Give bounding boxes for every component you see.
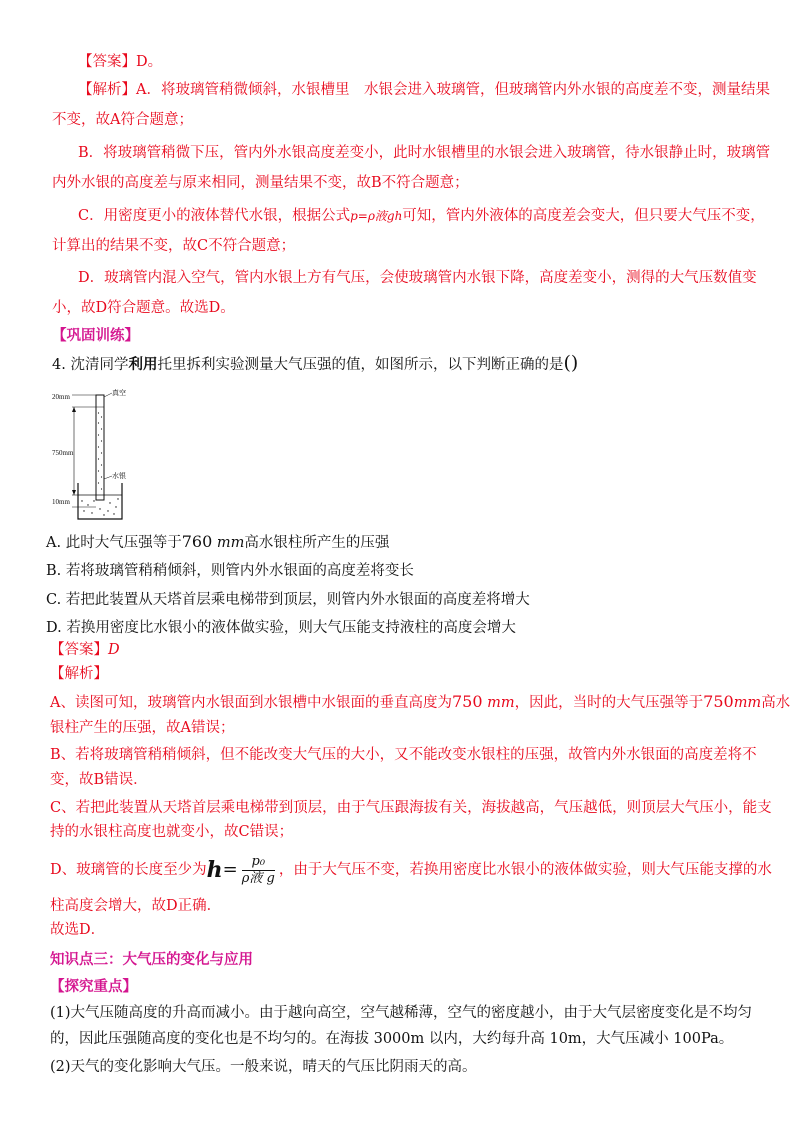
prev-analysis-tag: 【解析】: [78, 82, 136, 98]
arrow-down: [72, 490, 76, 495]
density-formula: p=ρ液gh: [350, 209, 403, 223]
explain-c-line1: C、若把此装置从天塔首层乘电梯带到顶层，由于气压跟海拔有关，海拔越高，气压越低，则顶层大气压小，能支: [50, 800, 772, 816]
mercury-column: [98, 412, 102, 489]
explain-a-line1: A、读图可知，玻璃管内水银面到水银槽中水银面的垂直高度为750 mm，因此，当时的大气压强等于750mm高水: [50, 692, 791, 711]
label-750mm: 750mm: [52, 449, 74, 457]
torricelli-apparatus-figure: [52, 383, 142, 523]
kp3-title: 知识点三：大气压的变化与应用: [50, 951, 253, 968]
label-mercury: 水银: [112, 472, 126, 480]
label-20mm: 20mm: [52, 393, 70, 401]
prev-analysis-c-line2: 计算出的结果不变，故C不符合题意；: [52, 238, 296, 254]
q4-answer: 【答案】D: [50, 642, 120, 658]
prev-analysis-d-line2: 小，故D符合题意。故选D。: [52, 300, 235, 316]
q4-analysis-tag: 【解析】: [50, 666, 108, 682]
prev-analysis-a-line2: 不变，故A符合题意；: [52, 112, 193, 128]
mercury-trough: [78, 483, 122, 519]
explain-b-line1: B、若将玻璃管稍稍倾斜，但不能改变大气压的大小，又不能改变水银柱的压强，故管内外水银面的高度差将不: [50, 747, 757, 763]
explain-d-line1: D、玻璃管的长度至少为h= $\frac{\text{p₀}}{\text{ρ液 g}}$ ，由于大气压不变，若换用密度比水银小的液体做实验，则大气压能支撑的水: [50, 853, 772, 886]
glass-tube: [96, 395, 104, 500]
explain-d-line2: 柱高度会增大，故D正确．: [50, 898, 222, 914]
q4-conclusion: 故选D．: [50, 922, 106, 938]
pressure-fraction: $\frac{\text{p₀}}{\text{ρ液 g}}$: [241, 853, 275, 886]
prev-analysis-b-line1: B．将玻璃管稍微下压，管内外水银高度差变小，此时水银槽里的水银会进入玻璃管，待水银静止时，玻璃管: [78, 145, 771, 161]
option-d[interactable]: D. 若换用密度比水银小的液体做实验，则大气压能支持液柱的高度会增大: [46, 620, 516, 636]
drill-title: 【巩固训练】: [52, 327, 139, 344]
explain-c-line2: 持的水银柱高度也就变小，故C错误；: [50, 824, 294, 840]
option-b[interactable]: B. 若将玻璃管稍稍倾斜，则管内外水银面的高度差将变长: [46, 563, 414, 579]
point1-line2: 的，因此压强随高度的变化也是不均匀的。在海拔 3000m 以内，大约每升高 10m，大气压减小 100Pa。: [50, 1031, 734, 1047]
arrow-up: [72, 407, 76, 412]
explain-b-line2: 变，故B错误．: [50, 772, 148, 788]
prev-analysis-c-line1: C．用密度更小的液体替代水银，根据公式p=ρ液gh可知，管内外液体的高度差会变大，但只要大气压不变，: [78, 208, 765, 224]
label-vacuum: 真空: [112, 389, 126, 397]
option-c[interactable]: C. 若把此装置从天塔首层乘电梯带到顶层，则管内外水银面的高度差将增大: [46, 592, 530, 608]
label-10mm: 10mm: [52, 498, 70, 506]
explain-a-line2: 银柱产生的压强，故A错误；: [50, 720, 235, 736]
point2: (2)天气的变化影响大气压。一般来说，晴天的气压比阴雨天的高。: [50, 1059, 477, 1075]
prev-analysis-b-line2: 内外水银的高度差与原来相同，测量结果不变，故B不符合题意；: [52, 175, 469, 191]
explore-title: 【探究重点】: [50, 978, 137, 995]
answer-paren: (): [563, 352, 579, 374]
prev-analysis-a-line1: 【解析】A．将玻璃管稍微倾斜，水银槽里 水银会进入玻璃管，但玻璃管内外水银的高度差不变，测量结果: [78, 82, 770, 98]
option-a[interactable]: A. 此时大气压强等于760 mm高水银柱所产生的压强: [46, 532, 390, 551]
q4-stem: 4. 沈清同学利用托里拆利实验测量大气压强的值，如图所示，以下判断正确的是(): [52, 352, 579, 374]
prev-answer: 【答案】D。: [78, 54, 163, 70]
prev-analysis-d-line1: D．玻璃管内混入空气，管内水银上方有气压，会使玻璃管内水银下降，高度差变小，测得的大气压数值变: [78, 270, 757, 286]
point1-line1: (1)大气压随高度的升高而减小。由于越向高空，空气越稀薄，空气的密度越小，由于大气层密度变化是不均匀: [50, 1005, 753, 1021]
